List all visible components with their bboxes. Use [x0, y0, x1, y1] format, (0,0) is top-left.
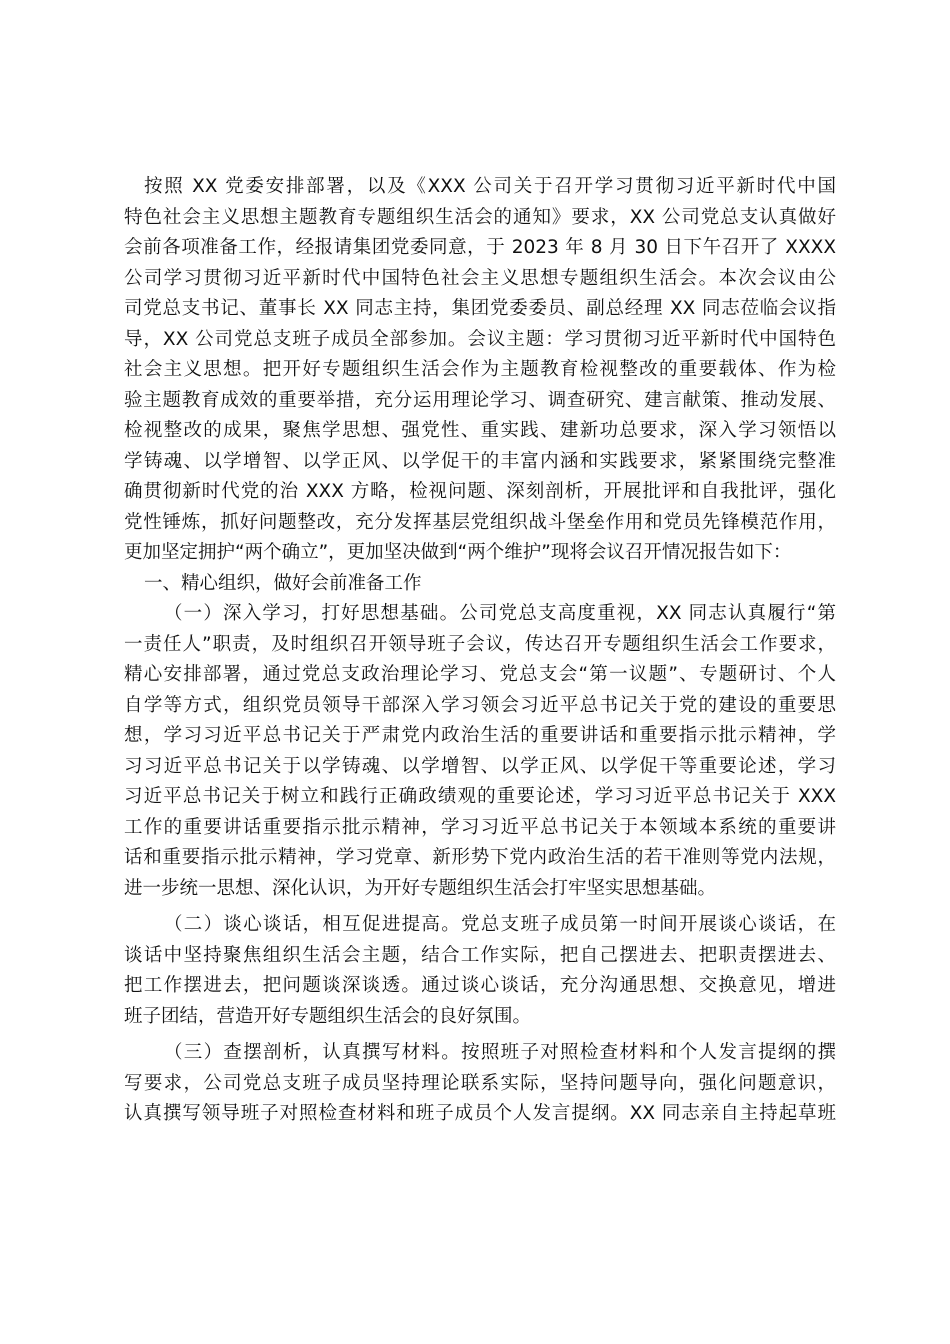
- text-line: 检视整改的成果，聚焦学思想、强党性、重实践、建新功总要求，深入学习领悟以: [124, 420, 836, 441]
- text-line: 进一步统一思想、深化认识，为开好专题组织生活会打牢坚实思想基础。: [124, 877, 717, 899]
- text-line: 特色社会主义思想主题教育专题组织生活会的通知》要求，XX 公司党总支认真做好: [124, 206, 836, 228]
- text-line: 导，XX 公司党总支班子成员全部参加。会议主题：学习贯彻习近平新时代中国特色: [124, 328, 836, 350]
- paragraph-sub-2: [124, 910, 836, 1032]
- text-line: 司党总支书记、董事长 XX 同志主持，集团党委委员、副总经理 XX 同志莅临会议指: [124, 298, 836, 319]
- text-line: 班子团结，营造开好专题组织生活会的良好氛围。: [124, 1005, 532, 1027]
- text-line: 社会主义思想。把开好专题组织生活会作为主题教育检视整改的重要载体、作为检: [124, 359, 836, 380]
- text-line: 学铸魂、以学增智、以学正风、以学促干的丰富内涵和实践要求，紧紧围绕完整准: [124, 450, 836, 472]
- text-line: 工作的重要讲话重要指示批示精神，学习习近平总书记关于本领域本系统的重要讲: [124, 816, 836, 838]
- text-line: （三）查摆剖析，认真撰写材料。按照班子对照检查材料和个人发言提纲的撰: [164, 1042, 836, 1063]
- text-line: 想，学习习近平总书记关于严肃党内政治生活的重要讲话和重要指示批示精神，学: [124, 725, 836, 746]
- heading-line: 一、精心组织，做好会前准备工作: [144, 572, 422, 594]
- text-line: 验主题教育成效的重要举措，充分运用理论学习、调查研究、建言献策、推动发展、: [124, 389, 836, 411]
- text-line: 习近平总书记关于树立和践行正确政绩观的重要论述，学习习近平总书记关于 XXX: [124, 786, 836, 807]
- text-line: 按照 XX 党委安排部署，以及《XXX 公司关于召开学习贯彻习近平新时代中国: [144, 176, 836, 197]
- paragraph-intro: [124, 172, 836, 569]
- text-line: （二）谈心谈话，相互促进提高。党总支班子成员第一时间开展谈心谈话，在: [164, 914, 836, 935]
- paragraph-sub-3: [124, 1038, 836, 1130]
- text-line: 更加坚定拥护“两个确立”，更加坚决做到“两个维护”现将会议召开情况报告如下：: [124, 542, 792, 563]
- text-line: 写要求，公司党总支班子成员坚持理论联系实际，坚持问题导向，强化问题意识，: [124, 1072, 836, 1094]
- text-line: 确贯彻新时代党的治 XXX 方略，检视问题、深刻剖析，开展批评和自我批评，强化: [124, 481, 836, 502]
- text-line: 公司学习贯彻习近平新时代中国特色社会主义思想专题组织生活会。本次会议由公: [124, 267, 836, 289]
- section-heading: [124, 569, 836, 600]
- text-line: 习习近平总书记关于以学铸魂、以学增智、以学正风、以学促干等重要论述，学习: [124, 755, 836, 777]
- text-line: 党性锤炼，抓好问题整改，充分发挥基层党组织战斗堡垒作用和党员先锋模范作用，: [124, 511, 836, 533]
- text-line: 会前各项准备工作，经报请集团党委同意，于 2023 年 8 月 30 日下午召开了 XXXX: [124, 237, 836, 258]
- text-line: 话和重要指示批示精神，学习党章、新形势下党内政治生活的若干准则等党内法规，: [124, 847, 836, 868]
- text-line: 精心安排部署，通过党总支政治理论学习、党总支会“第一议题”、专题研讨、个人: [124, 664, 836, 685]
- text-line: （一）深入学习，打好思想基础。公司党总支高度重视，XX 同志认真履行“第: [164, 603, 836, 624]
- text-line: 认真撰写领导班子对照检查材料和班子成员个人发言提纲。XX 同志亲自主持起草班: [124, 1103, 836, 1124]
- text-line: 谈话中坚持聚焦组织生活会主题，结合工作实际，把自己摆进去、把职责摆进去、: [124, 944, 836, 966]
- document-page: [124, 172, 836, 1130]
- text-line: 把工作摆进去，把问题谈深谈透。通过谈心谈话，充分沟通思想、交换意见，增进: [124, 975, 836, 996]
- paragraph-sub-1: [124, 599, 836, 904]
- text-line: 一责任人”职责，及时组织召开领导班子会议，传达召开专题组织生活会工作要求，: [124, 633, 836, 655]
- text-line: 自学等方式，组织党员领导干部深入学习领会习近平总书记关于党的建设的重要思: [124, 694, 836, 716]
